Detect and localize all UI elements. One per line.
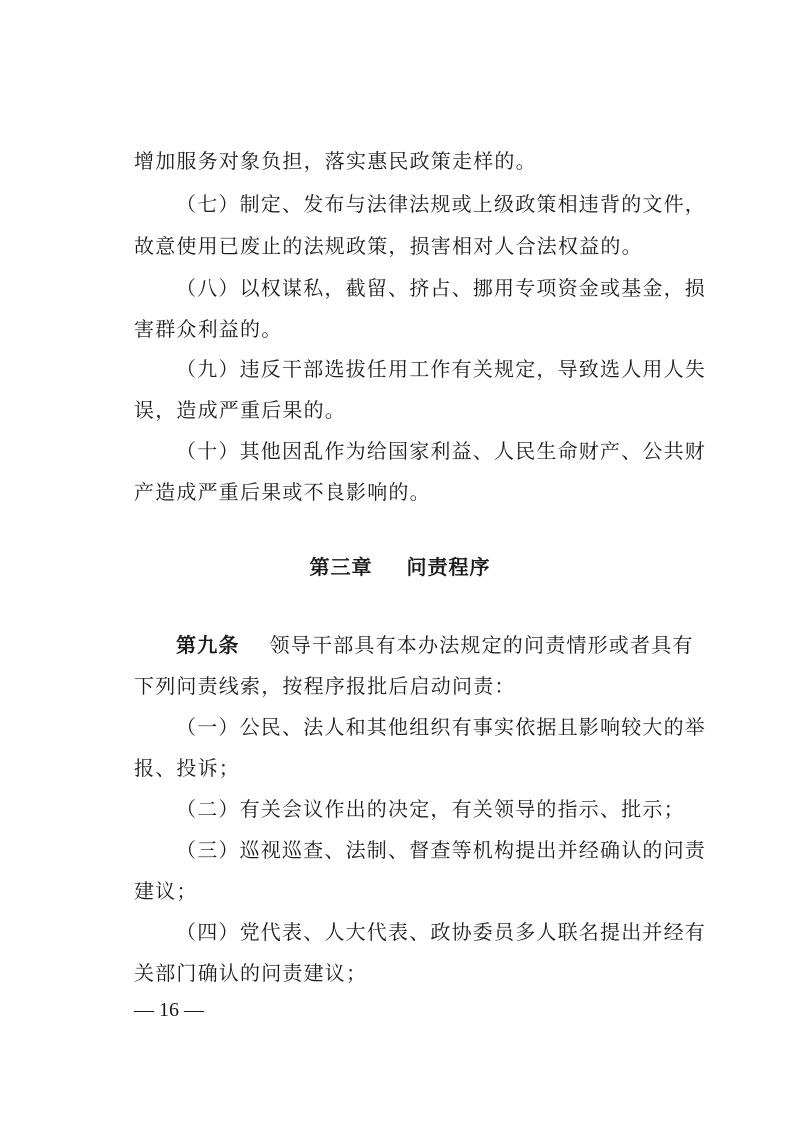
- text-line-4: （八）以权谋私，截留、挤占、挪用专项资金或基金，损: [176, 276, 706, 300]
- article-9-line-2: 下列问责线索，按程序报批后启动问责：: [134, 674, 516, 698]
- text-line-9: 产造成严重后果或不良影响的。: [134, 480, 431, 504]
- article-9-text: 领导干部具有本办法规定的问责情形或者具有: [269, 633, 694, 657]
- item-3-line-1: （三）巡视巡查、法制、督查等机构提出并经确认的问责: [176, 838, 706, 862]
- item-4-line-2: 关部门确认的问责建议；: [134, 961, 368, 985]
- item-1-line-1: （一）公民、法人和其他组织有事实依据且影响较大的举: [176, 715, 706, 739]
- chapter-number: 第三章: [309, 555, 373, 579]
- page-number: — 16 —: [134, 999, 204, 1021]
- text-line-7: 误，造成严重后果的。: [134, 398, 346, 422]
- item-2-line-1: （二）有关会议作出的决定，有关领导的指示、批示；: [176, 797, 685, 821]
- article-9-heading: 第九条: [176, 633, 240, 657]
- item-3-line-2: 建议；: [134, 879, 198, 903]
- text-line-3: 故意使用已废止的法规政策，损害相对人合法权益的。: [134, 234, 643, 258]
- text-line-8: （十）其他因乱作为给国家利益、人民生命财产、公共财: [176, 439, 706, 463]
- chapter-heading: [0, 554, 800, 580]
- text-line-5: 害群众利益的。: [134, 317, 283, 341]
- article-9-line-1: [176, 632, 694, 658]
- chapter-title: 问责程序: [406, 555, 491, 579]
- text-line-1: 增加服务对象负担，落实惠民政策走样的。: [134, 149, 537, 173]
- item-4-line-1: （四）党代表、人大代表、政协委员多人联名提出并经有: [176, 920, 706, 944]
- text-line-2: （七）制定、发布与法律法规或上级政策相违背的文件，: [176, 192, 706, 216]
- text-line-6: （九）违反干部选拔任用工作有关规定，导致选人用人失: [176, 357, 706, 381]
- item-1-line-2: 报、投诉；: [134, 756, 240, 780]
